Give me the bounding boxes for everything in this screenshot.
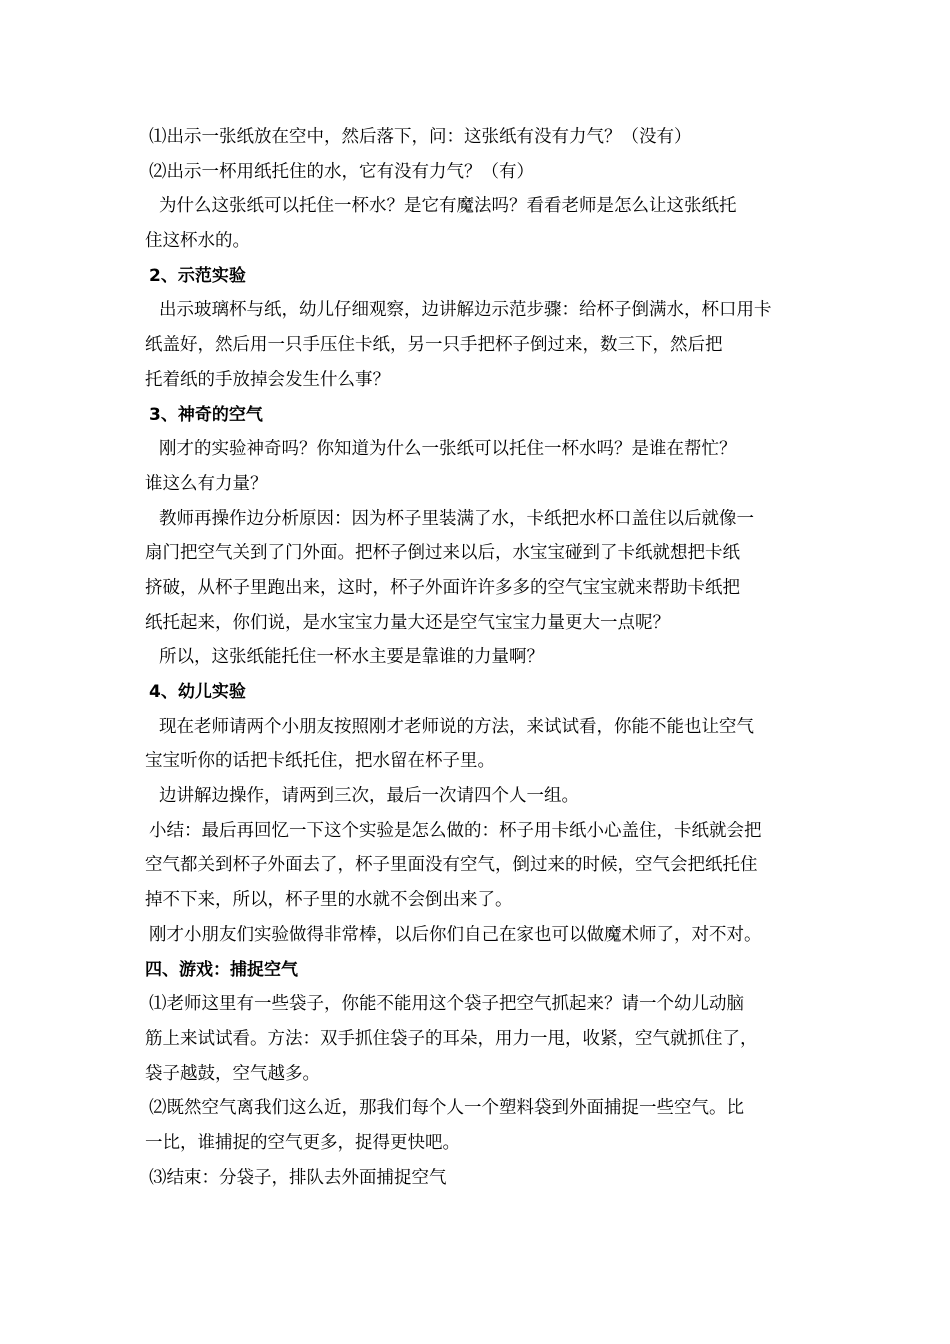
list-item-bags: ⑴老师这里有一些袋子，你能不能用这个袋子把空气抓起来？请一个幼儿动脑 — [149, 994, 744, 1015]
paragraph-line: 边讲解边操作，请两到三次，最后一次请四个人一组。 — [159, 786, 579, 807]
summary-line: 小结：最后再回忆一下这个实验是怎么做的：杯子用卡纸小心盖住，卡纸就会把 — [149, 820, 762, 841]
document-body — [145, 120, 817, 1195]
list-item-show-cup: ⑵出示一杯用纸托住的水，它有没有力气？（有） — [149, 161, 534, 182]
section-heading-game: 四、游戏：捕捉空气 — [145, 959, 298, 980]
paragraph-line: 住这杯水的。 — [145, 231, 250, 252]
paragraph-line: 谁这么有力量？ — [145, 473, 268, 494]
paragraph-line: 挤破，从杯子里跑出来，这时，杯子外面许许多多的空气宝宝就来帮助卡纸把 — [145, 577, 740, 598]
paragraph-line: 袋子越鼓，空气越多。 — [145, 1063, 320, 1084]
paragraph-line: 刚才小朋友们实验做得非常棒，以后你们自己在家也可以做魔术师了，对不对。 — [149, 924, 762, 945]
paragraph-line: 现在老师请两个小朋友按照刚才老师说的方法，来试试看，你能不能也让空气 — [159, 716, 754, 737]
list-item-catch-air: ⑵既然空气离我们这么近，那我们每个人一个塑料袋到外面捕捉一些空气。比 — [149, 1098, 744, 1119]
paragraph-line: 扇门把空气关到了门外面。把杯子倒过来以后，水宝宝碰到了卡纸就想把卡纸 — [145, 543, 740, 564]
paragraph-line: 托着纸的手放掉会发生什么事？ — [145, 369, 390, 390]
paragraph-line: 出示玻璃杯与纸，幼儿仔细观察，边讲解边示范步骤：给杯子倒满水，杯口用卡 — [159, 300, 772, 321]
paragraph-line: 纸托起来，你们说，是水宝宝力量大还是空气宝宝力量更大一点呢？ — [145, 612, 670, 633]
paragraph-line: 为什么这张纸可以托住一杯水？是它有魔法吗？看看老师是怎么让这张纸托 — [159, 196, 737, 217]
paragraph-line: 所以，这张纸能托住一杯水主要是靠谁的力量啊？ — [159, 647, 544, 668]
section-heading-child-experiment: 4、幼儿实验 — [149, 682, 246, 702]
paragraph-line: 一比，谁捕捉的空气更多，捉得更快吧。 — [145, 1132, 460, 1153]
list-item-end: ⑶结束：分袋子，排队去外面捕捉空气 — [149, 1167, 447, 1188]
paragraph-line: 宝宝听你的话把卡纸托住，把水留在杯子里。 — [145, 751, 495, 772]
paragraph-line: 刚才的实验神奇吗？你知道为什么一张纸可以托住一杯水吗？是谁在帮忙？ — [159, 439, 737, 460]
paragraph-line: 掉不下来，所以，杯子里的水就不会倒出来了。 — [145, 890, 513, 911]
section-heading-demo: 2、示范实验 — [149, 265, 246, 286]
paragraph-line: 空气都关到杯子外面去了，杯子里面没有空气，倒过来的时候，空气会把纸托住 — [145, 855, 758, 876]
paragraph-line: 教师再操作边分析原因：因为杯子里装满了水，卡纸把水杯口盖住以后就像一 — [159, 508, 754, 529]
section-heading-magic-air: 3、神奇的空气 — [149, 404, 263, 425]
paragraph-line: 筋上来试试看。方法：双手抓住袋子的耳朵，用力一甩，收紧，空气就抓住了， — [145, 1028, 758, 1049]
list-item-show-paper: ⑴出示一张纸放在空中，然后落下，问：这张纸有没有力气？（没有） — [149, 127, 692, 147]
paragraph-line: 纸盖好，然后用一只手压住卡纸，另一只手把杯子倒过来，数三下，然后把 — [145, 335, 723, 356]
